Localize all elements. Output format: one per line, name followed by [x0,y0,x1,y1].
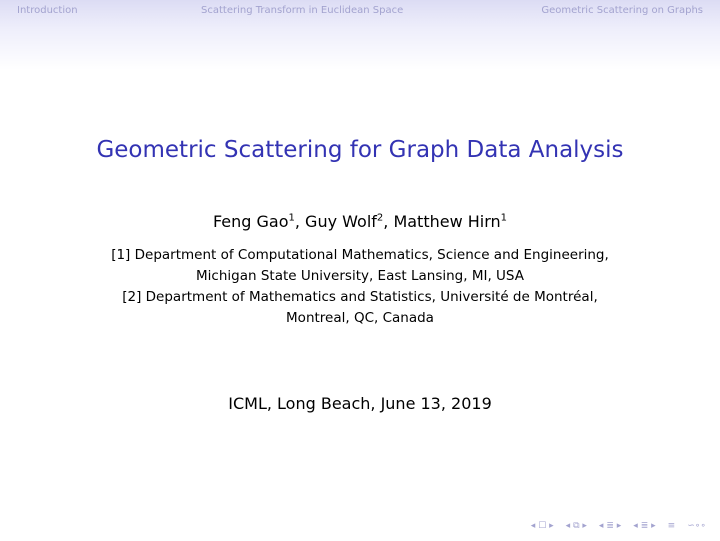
affiliation-2 [0,287,720,329]
part-nav-group[interactable] [633,521,655,531]
next-subsection-icon[interactable]: ▸ [582,521,587,531]
frame-nav-group[interactable] [531,521,554,531]
author-list: Feng Gao$^1$, Guy Wolf$^2$, Matthew Hirn$^1$ [212,212,508,231]
affiliation-line: Montreal, QC, Canada [286,310,434,326]
author-affiliation-mark: 1 [288,212,295,224]
subsection-nav-group[interactable] [566,521,587,531]
affiliation-1 [0,245,720,287]
prev-section-icon[interactable]: ◂ [598,521,604,531]
prev-subsection-icon[interactable]: ◂ [565,521,571,531]
search-icon[interactable]: ∽∘∘ [687,521,706,531]
author-affiliation-mark: 1 [500,212,508,224]
subsection-icon: ⧉ [573,521,580,531]
author-name: Feng Gao [212,212,289,231]
author-name: Guy Wolf [305,212,377,231]
part-icon: ≣ [640,521,649,531]
author-affiliation-mark: 2 [376,212,384,224]
event-info: ICML, Long Beach, June 13, 2019 [228,394,492,413]
align-icon[interactable]: ≡ [667,521,676,531]
affiliation-line: Michigan State University, East Lansing, MI, USA [196,268,524,284]
slide-title: Geometric Scattering for Graph Data Analysis [96,137,624,163]
beamer-navigation-controls [531,521,706,531]
nav-section-scattering-euclidean[interactable]: Scattering Transform in Euclidean Space [201,5,404,16]
prev-part-icon[interactable]: ◂ [633,521,638,531]
next-part-icon[interactable]: ▸ [651,521,656,531]
author-name: Matthew Hirn [393,212,501,231]
section-nav-group[interactable] [599,521,621,531]
navigation-bar [0,0,720,70]
next-section-icon[interactable]: ▸ [616,521,622,531]
first-frame-icon[interactable]: ◂ [530,521,536,531]
frame-box-icon: ☐ [538,521,547,531]
affiliation-line: [1] Department of Computational Mathematics, Science and Engineering, [111,247,609,263]
nav-section-geometric-scattering[interactable]: Geometric Scattering on Graphs [541,5,703,16]
section-icon: ≣ [606,521,614,531]
affiliation-line: [2] Department of Mathematics and Statistics, Université de Montréal, [122,289,598,305]
nav-section-introduction[interactable]: Introduction [17,5,78,16]
next-frame-icon[interactable]: ▸ [549,521,554,531]
